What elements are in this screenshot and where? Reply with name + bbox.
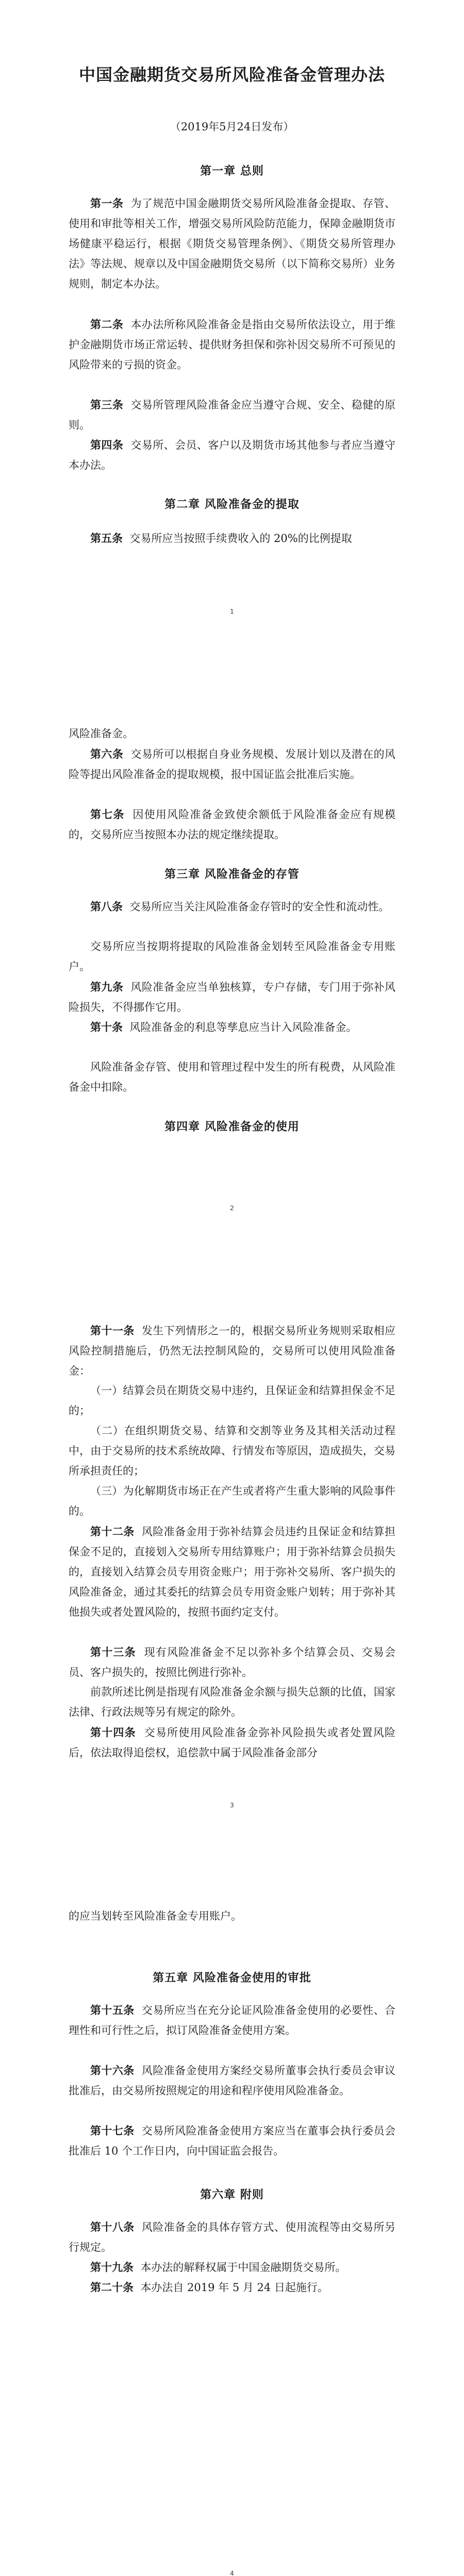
article-11-item-2: （二）在组织期货交易、结算和交割等业务及其相关活动过程中，由于交易所的技术系统故障、行情发布等原因，造成损失，交易所承担责任的； [69,1425,395,1477]
article-20-text: 本办法自 2019 年 5 月 24 日起施行。 [140,2281,328,2294]
chapter-2-heading: 第二章 风险准备金的提取 [164,498,300,511]
article-4-text: 交易所、会员、客户以及期货市场其他参与者应当遵守本办法。 [69,439,395,471]
article-5-label: 第五条 [90,532,123,545]
article-17-text: 交易所风险准备金使用方案应当在董事会执行委员会批准后 10 个工作日内，向中国证监会报告。 [69,2125,396,2157]
article-7-text: 因使用风险准备金致使余额低于风险准备金应有规模的，交易所应当按照本办法的规定继续提取。 [69,808,396,841]
article-13 [69,1642,395,1683]
article-3-text: 交易所管理风险准备金应当遵守合规、安全、稳健的原则。 [69,399,395,431]
article-20-label: 第二十条 [90,2281,134,2294]
page-number: 3 [230,1802,234,1809]
article-7-label: 第七条 [90,808,125,821]
article-15 [69,2000,395,2041]
page-number: 4 [230,2570,234,2576]
article-8-paragraph-2: 交易所应当按期将提取的风险准备金划转至风险准备金专用账户。 [69,940,395,973]
article-14 [69,1722,395,1763]
article-11-label: 第十一条 [90,1324,135,1337]
article-8-label: 第八条 [90,900,123,913]
article-4 [69,435,395,476]
chapter-1-heading: 第一章 总则 [200,164,264,178]
document-title: 中国金融期货交易所风险准备金管理办法 [78,65,385,84]
article-2 [69,314,395,375]
article-18-label: 第十八条 [90,2221,135,2233]
chapter-3-heading: 第三章 风险准备金的存管 [164,868,300,881]
article-19-label: 第十九条 [90,2261,134,2274]
article-5-continued: 风险准备金。 [69,727,134,740]
article-12-label: 第十二条 [90,1525,135,1538]
article-2-label: 第二条 [90,318,124,331]
article-3-label: 第三条 [90,398,124,411]
article-3 [69,395,395,435]
article-2-text: 本办法所称风险准备金是指由交易所依法设立，用于维护金融期货市场正常运转、提供财务担保和弥补因交易所不可预见的风险带来的亏损的资金。 [69,318,395,371]
article-15-text: 交易所应当在充分论证风险准备金使用的必要性、合理性和可行性之后，拟订风险准备金使用方案。 [69,2004,396,2037]
article-11-item-1: （一）结算会员在期货交易中违约，且保证金和结算担保金不足的； [69,1384,395,1417]
article-10-label: 第十条 [90,1021,123,1033]
article-14-label: 第十四条 [90,1726,136,1739]
page-number: 1 [230,608,234,615]
article-10 [69,1017,395,1038]
article-10-paragraph-2: 风险准备金存管、使用和管理过程中发生的所有税费，从风险准备金中扣除。 [69,1061,395,1093]
article-12-text: 风险准备金用于弥补结算会员违约且保证金和结算担保金不足的，直接划入交易所专用结算账户；用于弥补结算会员损失的，直接划入结算会员专用资金账户；用于弥补交易所、客户损失的风险准备金，通过其委托的结算会员专用资金账户划转；用于弥补其他损失或者处置风险的，按照书面约定支付。 [69,1526,396,1618]
article-16-text: 风险准备金使用方案经交易所董事会执行委员会审议批准后，由交易所按照规定的用途和程序使用风险准备金。 [69,2064,396,2097]
article-16 [69,2060,395,2101]
article-11-item-3: （三）为化解期货市场正在产生或者将产生重大影响的风险事件的。 [69,1485,395,1517]
chapter-5-heading: 第五章 风险准备金使用的审批 [153,1971,311,1985]
release-date: （2019年5月24日发布） [170,121,294,133]
article-11-text: 发生下列情形之一的，根据交易所业务规则采取相应风险控制措施后，仍然无法控制风险的，交易所可以使用风险准备金： [69,1325,396,1377]
article-5 [69,528,395,549]
article-10-text: 风险准备金的利息等孳息应当计入风险准备金。 [129,1021,357,1033]
article-9-text: 风险准备金应当单独核算，专户存储，专门用于弥补风险损失，不得挪作它用。 [69,981,395,1013]
article-17 [69,2121,395,2161]
article-13-label: 第十三条 [90,1646,136,1658]
article-20 [69,2277,395,2298]
article-9-label: 第九条 [90,980,124,993]
article-1 [69,193,395,294]
article-9 [69,977,395,1018]
article-13-paragraph-2: 前款所述比例是指现有风险准备金余额与损失总额的比值，国家法律、行政法规等另有规定的除外。 [69,1686,395,1718]
chapter-6-heading: 第六章 附则 [200,2188,264,2201]
article-19 [69,2257,395,2278]
chapter-4-heading: 第四章 风险准备金的使用 [164,1120,300,1133]
article-1-text: 为了规范中国金融期货交易所风险准备金提取、存管、使用和审批等相关工作，增强交易所风险防范能力，保障金融期货市场健康平稳运行，根据《期货交易管理条例》、《期货交易所管理办法》等法规、规章以及中国金融期货交易所（以下简称交易所）业务规则，制定本办法。 [69,197,395,290]
article-15-label: 第十五条 [90,2004,135,2016]
article-8-text: 交易所应当关注风险准备金存管时的安全性和流动性。 [129,901,390,913]
article-13-text: 现有风险准备金不足以弥补多个结算会员、交易会员、客户损失的，按照比例进行弥补。 [69,1646,396,1679]
article-12 [69,1521,395,1622]
article-18-text: 风险准备金的具体存管方式、使用流程等由交易所另行规定。 [69,2221,396,2253]
article-14-continued: 的应当划转至风险准备金专用账户。 [69,1910,242,1922]
page-number: 2 [230,1205,234,1212]
article-11 [69,1320,395,1381]
article-6-label: 第六条 [90,748,124,760]
article-16-label: 第十六条 [90,2064,135,2077]
article-1-label: 第一条 [90,197,124,210]
article-7 [69,804,395,845]
article-4-label: 第四条 [90,438,124,451]
article-6-text: 交易所可以根据自身业务规模、发展计划以及潜在的风险等提出风险准备金的提取规模，报中国证监会批准后实施。 [69,748,395,781]
article-14-text: 交易所使用风险准备金弥补风险损失或者处置风险后，依法取得追偿权，追偿款中属于风险准备金部分 [69,1726,396,1759]
article-5-text: 交易所应当按照手续费收入的 20%的比例提取 [129,532,352,545]
article-6 [69,744,395,785]
article-8 [69,896,395,917]
article-17-label: 第十七条 [90,2124,135,2137]
article-18 [69,2217,395,2258]
article-19-text: 本办法的解释权属于中国金融期货交易所。 [140,2261,346,2274]
